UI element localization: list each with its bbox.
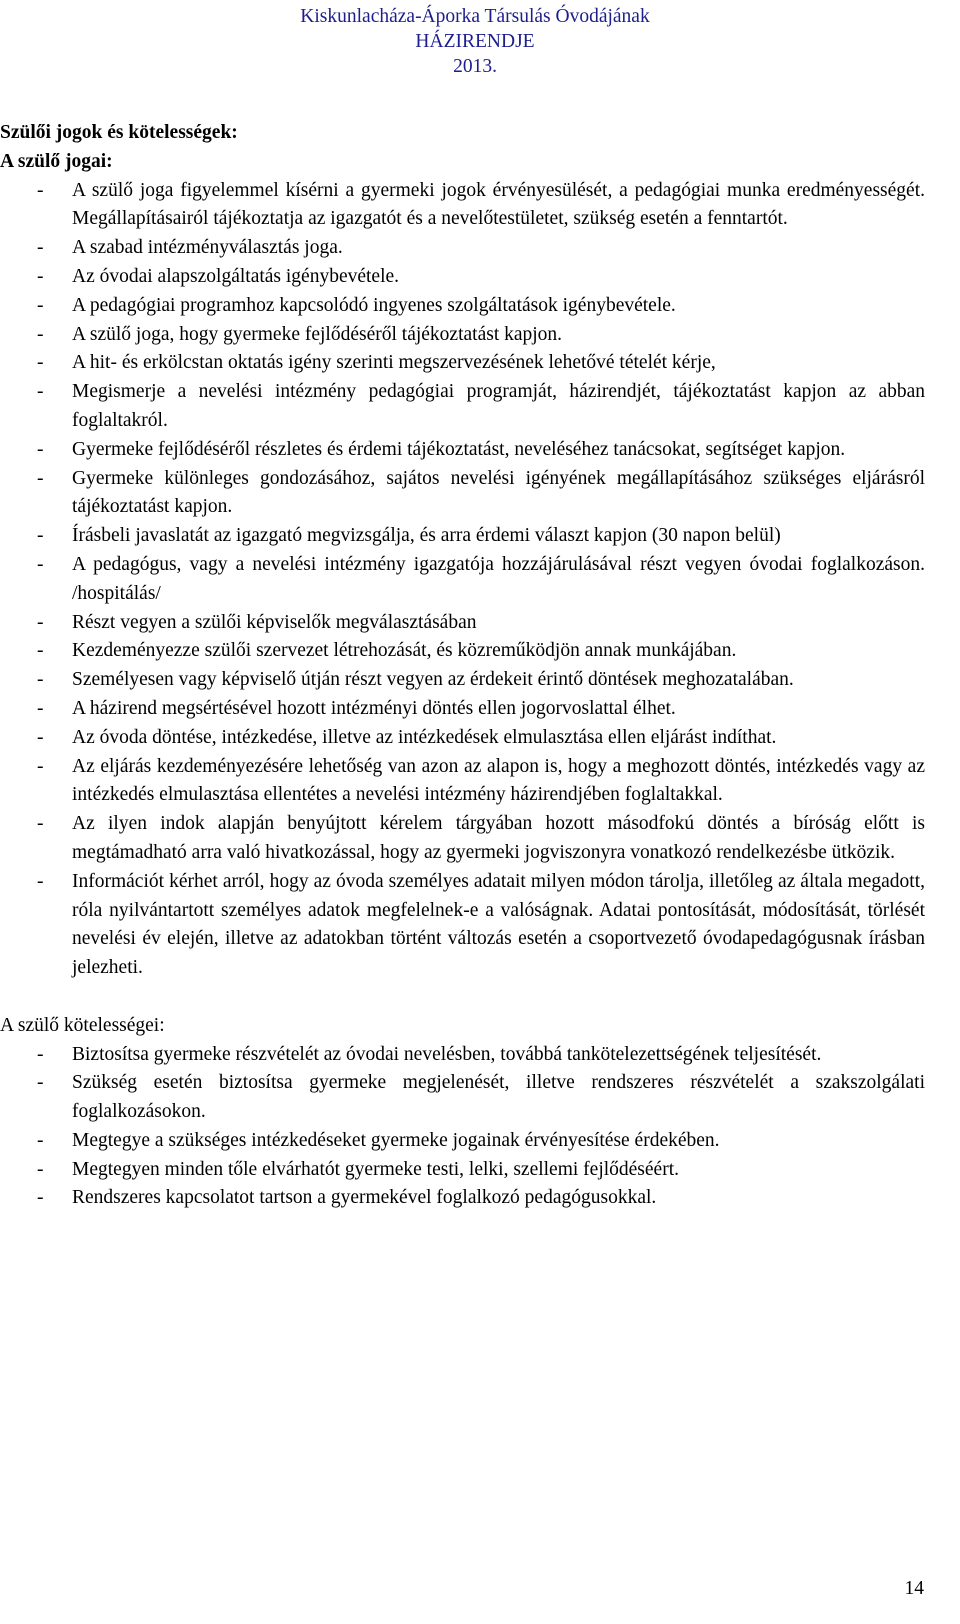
list-item-text: Gyermeke különleges gondozásához, sajátos nevelési igényének megállapításához szükséges eljárásról tájékoztatást kapjon. bbox=[72, 467, 925, 518]
document-body bbox=[0, 119, 925, 1213]
list-marker: - bbox=[37, 525, 44, 547]
list-item bbox=[0, 1041, 925, 1070]
list-item bbox=[0, 868, 925, 983]
list-item-text: Információt kérhet arról, hogy az óvoda személyes adatait milyen módon tárolja, illetőleg az általa megadott, róla nyilvántartott személyes adatok megfelelnek-e a valóságnak. Adatai pontosítását, módosítását, törlését nevelési év elején, illetve az adatokban történt változás esetén a csoportvezető óvodapedagógusnak írásban jelezheti. bbox=[72, 870, 925, 979]
header-title: HÁZIRENDJE bbox=[415, 31, 535, 52]
list-item-text: A szülő joga figyelemmel kísérni a gyermeki jogok érvényesülését, a pedagógiai munka eredményességét. Megállapításairól tájékoztatja az igazgatót és a nevelőtestületet, szükség esetén a fenntartót. bbox=[72, 179, 925, 230]
list-marker: - bbox=[37, 1043, 44, 1065]
list-item bbox=[0, 609, 925, 638]
list-item-text: Kezdeményezze szülői szervezet létrehozását, és közreműködjön annak munkájában. bbox=[72, 640, 737, 662]
list-item bbox=[0, 378, 925, 436]
rights-heading: A szülő jogai: bbox=[0, 150, 113, 172]
list-item bbox=[0, 551, 925, 609]
list-item bbox=[0, 695, 925, 724]
duties-list bbox=[0, 1041, 925, 1214]
page-number: 14 bbox=[904, 1578, 924, 1599]
list-item-text: Szükség esetén biztosítsa gyermeke megjelenését, illetve rendszeres részvételét a szakszolgálati foglalkozásokon. bbox=[72, 1072, 925, 1123]
list-marker: - bbox=[37, 381, 44, 403]
list-marker: - bbox=[37, 1072, 44, 1094]
section-spacer bbox=[0, 983, 925, 1012]
list-item bbox=[0, 321, 925, 350]
list-item-text: A házirend megsértésével hozott intézményi döntés ellen jogorvoslattal élhet. bbox=[72, 697, 676, 719]
list-item bbox=[0, 522, 925, 551]
duties-heading: A szülő kötelességei: bbox=[0, 1014, 165, 1036]
list-marker: - bbox=[37, 640, 44, 662]
list-item bbox=[0, 810, 925, 868]
list-item bbox=[0, 1069, 925, 1127]
list-marker: - bbox=[37, 467, 44, 489]
list-item bbox=[0, 292, 925, 321]
list-item-text: Megismerje a nevelési intézmény pedagógiai programját, házirendjét, tájékoztatást kapjon az abban foglaltakról. bbox=[72, 381, 925, 431]
section-title: Szülői jogok és kötelességek: bbox=[0, 122, 238, 143]
list-item bbox=[0, 637, 925, 666]
list-marker: - bbox=[37, 323, 44, 345]
list-item bbox=[0, 436, 925, 465]
list-item-text: Gyermeke fejlődéséről részletes és érdemi tájékoztatást, neveléséhez tanácsokat, segítséget kapjon. bbox=[72, 438, 846, 460]
rights-list bbox=[0, 177, 925, 983]
list-item-text: Megtegye a szükséges intézkedéseket gyermeke jogainak érvényesítése érdekében. bbox=[72, 1129, 720, 1151]
document-header bbox=[225, 4, 725, 79]
list-item-text: Részt vegyen a szülői képviselők megválasztásában bbox=[72, 611, 477, 633]
list-item bbox=[0, 234, 925, 263]
list-item bbox=[0, 1184, 925, 1213]
list-marker: - bbox=[37, 870, 44, 892]
list-item-text: Az eljárás kezdeményezésére lehetőség van azon az alapon is, hogy a meghozott döntés, intézkedés vagy az intézkedés elmulasztása ellentétes a nevelési intézmény házirendjében foglaltakkal. bbox=[72, 755, 925, 806]
list-item bbox=[0, 666, 925, 695]
list-item-text: Biztosítsa gyermeke részvételét az óvodai nevelésben, továbbá tankötelezettségének teljesítését. bbox=[72, 1043, 822, 1065]
list-marker: - bbox=[37, 553, 44, 575]
list-marker: - bbox=[37, 352, 44, 374]
list-marker: - bbox=[37, 669, 44, 691]
list-marker: - bbox=[37, 265, 44, 287]
list-item-text: Az óvoda döntése, intézkedése, illetve az intézkedések elmulasztása ellen eljárást indíthat. bbox=[72, 726, 777, 748]
list-item bbox=[0, 753, 925, 811]
list-item bbox=[0, 724, 925, 753]
list-item bbox=[0, 1156, 925, 1185]
list-marker: - bbox=[37, 1158, 44, 1180]
list-item-text: Az ilyen indok alapján benyújtott kérelem tárgyában hozott másodfokú döntés a bíróság előtt is megtámadható arra való hivatkozással, hogy az gyermeki jogviszonyra vonatkozó rendelkezésbe ütközik. bbox=[72, 813, 925, 863]
list-item bbox=[0, 1127, 925, 1156]
list-marker: - bbox=[37, 1129, 44, 1151]
list-item-text: A szülő joga, hogy gyermeke fejlődéséről tájékoztatást kapjon. bbox=[72, 323, 563, 345]
list-item bbox=[0, 465, 925, 523]
list-marker: - bbox=[37, 1187, 44, 1209]
header-year: 2013. bbox=[453, 56, 497, 77]
list-item-text: Személyesen vagy képviselő útján részt vegyen az érdekeit érintő döntések meghozatalában. bbox=[72, 669, 794, 691]
list-marker: - bbox=[37, 438, 44, 460]
list-item-text: A pedagógus, vagy a nevelési intézmény igazgatója hozzájárulásával részt vegyen óvodai foglalkozáson. /hospitálás/ bbox=[72, 553, 925, 604]
header-institution: Kiskunlacháza-Áporka Társulás Óvodájának bbox=[300, 6, 650, 27]
list-marker: - bbox=[37, 726, 44, 748]
list-item-text: Rendszeres kapcsolatot tartson a gyermekével foglalkozó pedagógusokkal. bbox=[72, 1187, 657, 1209]
list-marker: - bbox=[37, 755, 44, 777]
list-item bbox=[0, 349, 925, 378]
list-item bbox=[0, 263, 925, 292]
list-item-text: A szabad intézményválasztás joga. bbox=[72, 237, 343, 259]
list-marker: - bbox=[37, 697, 44, 719]
list-marker: - bbox=[37, 294, 44, 316]
list-item-text: Írásbeli javaslatát az igazgató megvizsgálja, és arra érdemi választ kapjon (30 napon belül) bbox=[72, 525, 781, 547]
list-item-text: A hit- és erkölcstan oktatás igény szerinti megszervezésének lehetővé tételét kérje, bbox=[72, 352, 716, 374]
list-marker: - bbox=[37, 179, 44, 201]
list-marker: - bbox=[37, 237, 44, 259]
list-item-text: Az óvodai alapszolgáltatás igénybevétele. bbox=[72, 265, 400, 287]
list-item bbox=[0, 177, 925, 235]
list-marker: - bbox=[37, 611, 44, 633]
list-item-text: A pedagógiai programhoz kapcsolódó ingyenes szolgáltatások igénybevétele. bbox=[72, 294, 676, 316]
list-marker: - bbox=[37, 813, 44, 835]
list-item-text: Megtegyen minden tőle elvárhatót gyermeke testi, lelki, szellemi fejlődéséért. bbox=[72, 1158, 679, 1180]
